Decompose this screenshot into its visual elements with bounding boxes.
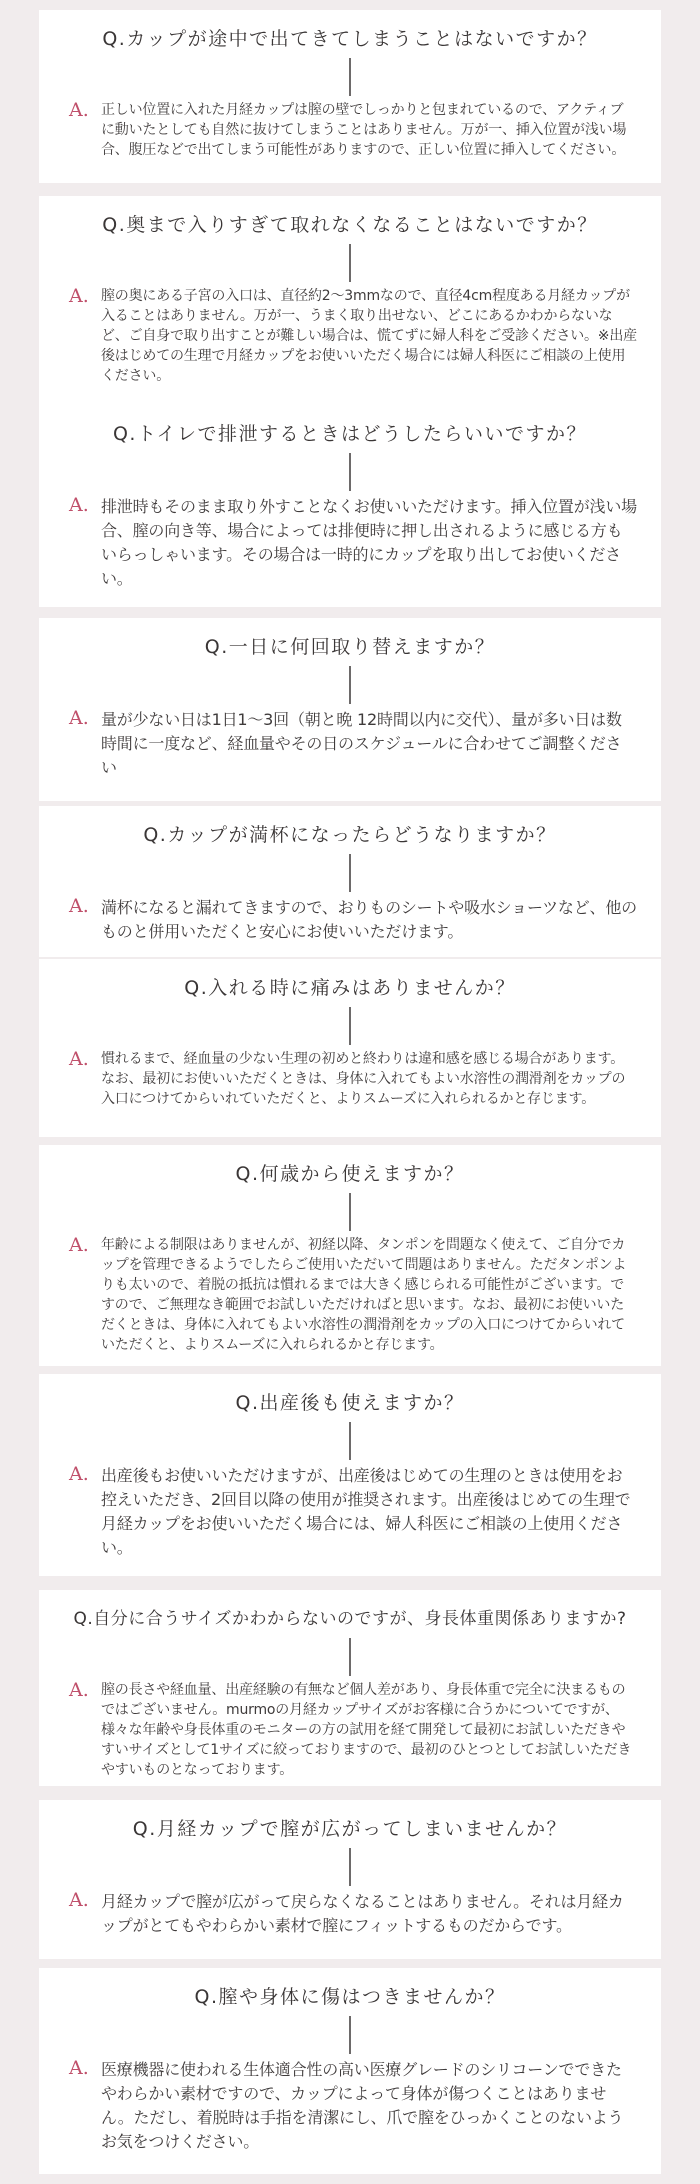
faq-answer-row (69, 495, 637, 591)
faq-answer-row (69, 708, 637, 780)
divider-line (349, 1638, 351, 1676)
faq-question: Q.カップが満杯になったらどうなりますか？ (143, 824, 557, 846)
divider-line (349, 1193, 351, 1231)
faq-item (39, 806, 661, 957)
faq-question: Q.月経カップで膣が広がってしまいませんか？ (132, 1818, 568, 1840)
answer-mark: A. (69, 99, 89, 121)
faq-answer-row (69, 1049, 637, 1109)
divider-line (349, 244, 351, 282)
faq-question: Q.何歳から使えますか？ (235, 1163, 465, 1185)
faq-answer-row (69, 1235, 637, 1355)
faq-question: Q.奥まで入りすぎて取れなくなることはないですか？ (102, 214, 598, 236)
faq-question: Q.一日に何回取り替えますか？ (204, 636, 496, 658)
faq-question: Q.カップが途中で出てきてしまうことはないですか？ (102, 28, 598, 50)
divider-line (349, 666, 351, 704)
faq-question: Q.トイレで排泄するときはどうしたらいいですか？ (112, 423, 588, 445)
faq-question: Q.自分に合うサイズかわからないのですが、身長体重関係ありますか? (73, 1609, 627, 1629)
faq-answer: 慣れるまで、経血量の少ない生理の初めと終わりは違和感を感じる場合があります。なお、最初にお使いいただくときは、身体に入れてもよい水溶性の潤滑剤をカップの入口につけてからいれていただくと、よりスムーズに入れられるかと存じます。 (101, 1051, 626, 1107)
faq-answer-row (69, 1464, 637, 1560)
faq-question: Q.入れる時に痛みはありませんか？ (184, 977, 516, 999)
faq-answer: 月経カップで膣が広がって戻らなくなることはありません。それは月経カップがとてもやわらかい素材で膣にフィットするものだからです。 (101, 1892, 624, 1935)
faq-item (39, 196, 661, 405)
faq-question: Q.膣や身体に傷はつきませんか？ (194, 1986, 506, 2008)
faq-item (39, 1145, 661, 1366)
faq-answer-row (69, 1680, 637, 1780)
divider-line (349, 58, 351, 96)
divider-line (349, 453, 351, 491)
faq-answer-row (69, 896, 637, 944)
faq-answer: 医療機器に使われる生体適合性の高い医療グレードのシリコーンでできたやわらかい素材ですので、カップによって身体が傷つくことはありません。ただし、着脱時は手指を清潔にし、爪で膣をひっかくことのないようお気をつけください。 (101, 2060, 624, 2151)
answer-mark: A. (69, 707, 89, 729)
faq-item (39, 10, 661, 183)
faq-item (39, 618, 661, 801)
faq-item (39, 1374, 661, 1576)
divider-line (349, 854, 351, 892)
faq-answer: 正しい位置に入れた月経カップは膣の壁でしっかりと包まれているので、アクティブに動いたとしても自然に抜けてしまうことはありません。万が一、挿入位置が浅い場合、腹圧などで出てしまう可能性がありますので、正しい位置に挿入してください。 (101, 102, 627, 158)
faq-item (39, 1968, 661, 2174)
divider-line (349, 1007, 351, 1045)
faq-answer: 排泄時もそのまま取り外すことなくお使いいただけます。挿入位置が浅い場合、膣の向き等、場合によっては排便時に押し出されるように感じる方もいらっしゃいます。その場合は一時的にカップを取り出してお使いください。 (101, 497, 637, 588)
answer-mark: A. (69, 494, 89, 516)
answer-mark: A. (69, 285, 89, 307)
answer-mark: A. (69, 1679, 89, 1701)
answer-mark: A. (69, 2057, 89, 2079)
faq-question: Q.出産後も使えますか？ (235, 1392, 465, 1414)
faq-answer-row (69, 2058, 637, 2154)
answer-mark: A. (69, 1048, 89, 1070)
faq-answer: 膣の奥にある子宮の入口は、直径約2〜3mmなので、直径4cm程度ある月経カップが入ることはありません。万が一、うまく取り出せない、どこにあるかわからないなど、ご自身で取り出すことが難しい場合は、慌てずに婦人科をご受診ください。※出産後はじめての生理で月経カップをお使いいただく場合には婦人科医にご相談の上使用ください。 (101, 288, 637, 384)
answer-mark: A. (69, 1234, 89, 1256)
faq-answer-row (69, 100, 637, 160)
divider-line (349, 2016, 351, 2054)
faq-item (39, 405, 661, 607)
faq-item (39, 1590, 661, 1786)
faq-answer: 出産後もお使いいただけますが、出産後はじめての生理のときは使用をお控えいただき、2回目以降の使用が推奨されます。出産後はじめての生理で月経カップをお使いいただく場合には、婦人科医にご相談の上使用ください。 (101, 1466, 631, 1557)
divider-line (349, 1848, 351, 1886)
faq-answer: 量が少ない日は1日1〜3回（朝と晩 12時間以内に交代）、量が多い日は数時間に一度など、経血量やその日のスケジュールに合わせてご調整ください (101, 710, 622, 777)
faq-answer: 満杯になると漏れてきますので、おりものシートや吸水ショーツなど、他のものと併用いただくと安心にお使いいただけます。 (101, 898, 637, 941)
faq-answer-row (69, 286, 637, 386)
answer-mark: A. (69, 895, 89, 917)
answer-mark: A. (69, 1463, 89, 1485)
faq-item (39, 959, 661, 1137)
faq-answer-row (69, 1890, 637, 1938)
faq-answer: 膣の長さや経血量、出産経験の有無など個人差があり、身長体重で完全に決まるものではございません。murmoの月経カップサイズがお客様に合うかについてですが、様々な年齢や身長体重のモニターの方の試用を経て開発して最初にお試しいただきやすいサイズとして1サイズに絞っておりますので、最初のひとつとしてお試しいただきやすいものとなっております。 (101, 1682, 632, 1778)
faq-answer: 年齢による制限はありませんが、初経以降、タンポンを問題なく使えて、ご自分でカップを管理できるようでしたらご使用いただいて問題はありません。ただタンポンよりも太いので、着脱の抵抗は慣れるまでは大きく感じられる可能性がございます。ですので、ご無理なき範囲でお試しいただければと思います。なお、最初にお使いいただくときは、身体に入れてもよい水溶性の潤滑剤をカップの入口につけてからいれていただくと、よりスムーズに入れられるかと存じます。 (101, 1237, 627, 1353)
faq-item (39, 1800, 661, 1959)
divider-line (349, 1422, 351, 1460)
answer-mark: A. (69, 1889, 89, 1911)
